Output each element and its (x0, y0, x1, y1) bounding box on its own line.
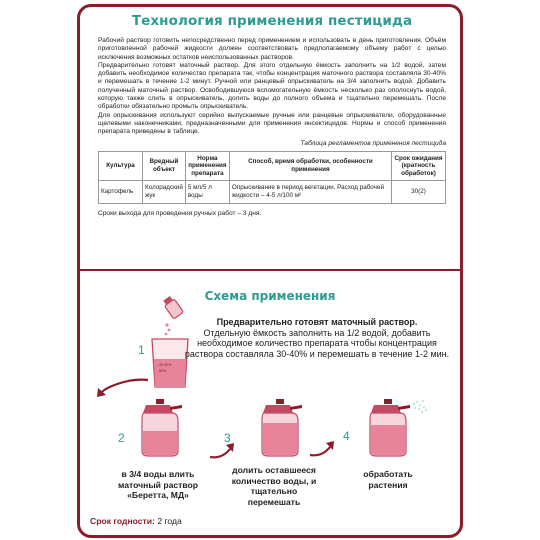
table-caption: Таблица регламентов применения пестицида (300, 139, 446, 147)
work-exit-note: Сроки выхода для проведения ручных работ – 3 дня. (98, 209, 262, 217)
sprayer-icon (260, 399, 306, 457)
header-pest: Вредный объект (143, 151, 186, 181)
cell-waiting: 30(2) (392, 181, 446, 203)
step-4-number: 4 (343, 429, 350, 443)
step-1-lead: Предварительно готовят маточный раствор. (216, 317, 418, 327)
mark-30-40: -30-40% (158, 363, 172, 367)
step-3-label: долить оставшееся количество воды, и тщательно перемешать (231, 465, 317, 507)
header-crop: Культура (99, 151, 143, 181)
arrow-to-step-4-icon (308, 437, 338, 459)
step-1-text: Отдельную ёмкость заполнить на 1/2 водой, добавить необходимое количество препарата чтобы концентрация раствора составляла 30-40% и перемешать в течение 1-2 мин. (184, 327, 450, 359)
cell-rate: 5 мл/5 л воды (185, 181, 229, 203)
step-1-number: 1 (138, 343, 145, 357)
step-3-number: 3 (224, 431, 231, 445)
regulation-table (98, 151, 446, 204)
sprayer-icon (140, 399, 186, 457)
label-frame (77, 4, 463, 538)
mark-50: -50% (158, 369, 167, 373)
expiry-line (90, 516, 182, 526)
step-2-label: в 3/4 воды влить маточный раствор «Беретта, МД» (117, 469, 199, 500)
scheme-title: Схема применения (204, 289, 336, 303)
step-1-description (182, 317, 452, 359)
scheme-section (80, 271, 460, 537)
header-waiting: Срок ожидания (кратность обработок) (392, 151, 446, 181)
header-method: Способ, время обработки, особенности применения (229, 151, 391, 181)
drops-icon (165, 323, 171, 335)
table-header-row (99, 151, 446, 181)
table-row (99, 181, 446, 203)
cell-pest: Колорадский жук (143, 181, 186, 203)
paragraph-1: Рабочий раствор готовить непосредственно перед применением и использовать в день приготовления. Объём приготовленной рабочей жидкости должен соответствовать предполагаемому объему работ с целью исключения возможных остатков неиспользованных растворов. (98, 37, 446, 61)
expiry-value: 2 года (157, 516, 182, 526)
step-4-label: обработать растения (363, 469, 413, 490)
spraying-icon (368, 399, 428, 457)
cell-crop: Картофель (99, 181, 143, 203)
cell-method: Опрыскивание в период вегетации. Расход рабочей жидкости – 4-5 л/100 м² (229, 181, 391, 203)
vial-icon (162, 295, 184, 319)
curved-arrow-icon (92, 376, 152, 400)
step-2-number: 2 (118, 431, 125, 445)
arrow-to-step-3-icon (208, 439, 238, 461)
header-rate: Норма применения препарата (185, 151, 229, 181)
technology-section (80, 7, 460, 269)
paragraph-3: Для опрыскивания используют серийно выпускаемые ручные или ранцевые опрыскиватели, оборудованные щелевыми наконечниками, предназначенными для применения инсектицидов. Нормы и способ применения препарата приведены в таблице. (98, 111, 446, 136)
paragraph-2: Предварительно готовят маточный раствор. Для этого отдельную ёмкость заполнить на 1/2 водой, затем добавить необходимое количество препарата так, чтобы концентрация маточного раствора составляла 30-40% и перемешать в течение 1-2 минут. Ручной или ранцевый опрыскиватель на 3/4 заполнить водой. Добавить полученный маточный раствор. Освободившуюся вспомогательную ёмкость несколько раз ополоснуть водой, которую также слить в опрыскиватель, долить воды до полного объема и тщательно перемешать. После обработки обязательно промыть опрыскиватель. (98, 61, 446, 111)
instructions-text (98, 37, 446, 137)
section-title: Технология применения пестицида (131, 13, 413, 29)
expiry-label: Срок годности: (90, 516, 155, 526)
